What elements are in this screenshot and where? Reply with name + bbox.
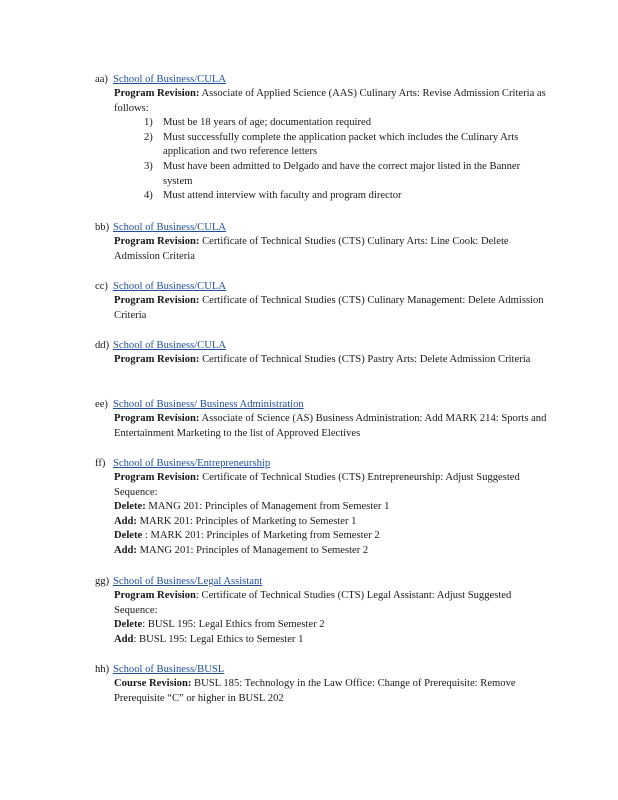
entry-label: cc) xyxy=(95,281,108,292)
revision-text: Certificate of Technical Studies (CTS) Pastry Arts: Delete Admission Criteria xyxy=(202,354,531,365)
revision-text: : Certificate of Technical Studies (CTS) Legal Assistant: Adjust Suggested Sequence: xyxy=(114,590,512,616)
sequence-change: Delete: BUSL 195: Legal Ethics from Semester 2 xyxy=(114,619,325,631)
sequence-change: Add: BUSL 195: Legal Ethics to Semester 1 xyxy=(114,633,304,645)
school-link[interactable]: School of Business/CULA xyxy=(113,281,227,292)
revision-text: Associate of Applied Science (AAS) Culinary Arts: Revise Admission Criteria as follows: xyxy=(114,88,546,114)
list-item: 1) Must be 18 years of age; documentation required xyxy=(144,117,371,129)
entry-cc xyxy=(95,280,550,323)
list-item: 2) Must successfully complete the application packet which includes the Culinary Arts application and two reference letters xyxy=(144,131,519,158)
entry-gg xyxy=(95,575,550,647)
revision-type: Program Revision: xyxy=(114,472,200,483)
revision-text: Certificate of Technical Studies (CTS) Entrepreneurship: Adjust Suggested Sequence: xyxy=(114,472,520,498)
revision-text: Certificate of Technical Studies (CTS) Culinary Arts: Line Cook: Delete Admission Criteria xyxy=(114,236,509,262)
entry-hh xyxy=(95,663,550,706)
entry-bb xyxy=(95,221,550,264)
entry-label: ee) xyxy=(95,399,108,410)
revision-text: Associate of Science (AS) Business Administration: Add MARK 214: Sports and Entertainment Marketing to the list of Approved Electives xyxy=(114,413,547,439)
school-link[interactable]: School of Business/ Business Administration xyxy=(113,399,304,410)
sequence-change: Add: MARK 201: Principles of Marketing to Semester 1 xyxy=(114,515,357,527)
revision-type: Program Revision: xyxy=(114,88,200,99)
criteria-list xyxy=(144,116,550,204)
list-item: 3) Must have been admitted to Delgado and have the correct major listed in the Banner system xyxy=(144,160,521,187)
revision-type: Course Revision: xyxy=(114,678,192,689)
school-link[interactable]: School of Business/BUSL xyxy=(113,664,225,675)
entry-ee xyxy=(95,398,550,441)
entry-label: aa) xyxy=(95,74,108,85)
entry-label: ff) xyxy=(95,458,106,469)
revision-type: Program Revision: xyxy=(114,236,200,247)
sequence-change: Delete: MANG 201: Principles of Management from Semester 1 xyxy=(114,501,390,513)
school-link[interactable]: School of Business/CULA xyxy=(113,222,227,233)
entry-label: dd) xyxy=(95,340,110,351)
entry-label: gg) xyxy=(95,576,110,587)
revision-text: Certificate of Technical Studies (CTS) Culinary Management: Delete Admission Criteria xyxy=(114,295,544,321)
revision-type: Program Revision: xyxy=(114,413,200,424)
revision-type: Program Revision: xyxy=(114,295,200,306)
entry-label: hh) xyxy=(95,664,110,675)
sequence-change: Delete : MARK 201: Principles of Marketing from Semester 2 xyxy=(114,530,380,542)
entry-dd xyxy=(95,339,550,368)
revision-type: Program Revision xyxy=(114,590,196,601)
entry-ff xyxy=(95,457,550,559)
revision-type: Program Revision: xyxy=(114,354,200,365)
school-link[interactable]: School of Business/CULA xyxy=(113,340,227,351)
revision-text: BUSL 185: Technology in the Law Office: Change of Prerequisite: Remove Prerequisite “C” or higher in BUSL 202 xyxy=(114,678,516,704)
school-link[interactable]: School of Business/Legal Assistant xyxy=(113,576,263,587)
school-link[interactable]: School of Business/Entrepreneurship xyxy=(113,458,271,469)
entry-label: bb) xyxy=(95,222,110,233)
school-link[interactable]: School of Business/CULA xyxy=(113,74,227,85)
entry-aa xyxy=(95,73,550,204)
sequence-change: Add: MANG 201: Principles of Management to Semester 2 xyxy=(114,544,369,556)
list-item: 4) Must attend interview with faculty and program director xyxy=(144,190,402,202)
